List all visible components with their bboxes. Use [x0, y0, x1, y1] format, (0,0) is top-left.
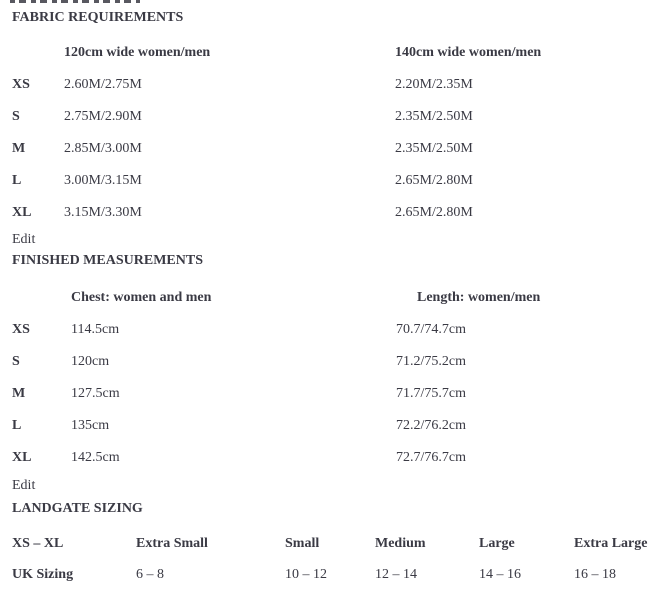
- table-row: [0, 205, 655, 221]
- fabric-140-value: 2.65M/2.80M: [395, 205, 473, 220]
- column-header-extra-small: Extra Small: [136, 536, 208, 551]
- column-header-extra-large: Extra Large: [574, 536, 648, 551]
- length-value: 72.2/76.2cm: [396, 418, 466, 433]
- section-heading-fabric-requirements: FABRIC REQUIREMENTS: [12, 10, 184, 25]
- length-value: 71.7/75.7cm: [396, 386, 466, 401]
- column-header-120cm: 120cm wide women/men: [64, 45, 211, 60]
- table-row: [0, 567, 655, 583]
- size-label: XS: [12, 322, 30, 337]
- chest-value: 114.5cm: [71, 322, 120, 337]
- table-header-row: [0, 536, 655, 552]
- uk-size-medium: 12 – 14: [375, 567, 417, 582]
- size-range-header: XS – XL: [12, 536, 64, 551]
- column-header-chest: Chest: women and men: [71, 290, 212, 305]
- fabric-120-value: 3.00M/3.15M: [64, 173, 142, 188]
- table-row: [0, 354, 655, 370]
- uk-sizing-label: UK Sizing: [12, 567, 74, 582]
- edit-finished-measurements-link[interactable]: Edit: [12, 478, 36, 493]
- cropped-text-remnant: [10, 0, 140, 3]
- length-value: 72.7/76.7cm: [396, 450, 466, 465]
- size-label: XS: [12, 77, 30, 92]
- uk-size-small: 10 – 12: [285, 567, 327, 582]
- uk-size-extra-small: 6 – 8: [136, 567, 164, 582]
- fabric-140-value: 2.35M/2.50M: [395, 141, 473, 156]
- table-row: [0, 450, 655, 466]
- size-label: XL: [12, 205, 32, 220]
- size-label: M: [12, 141, 26, 156]
- table-row: [0, 418, 655, 434]
- size-label: S: [12, 354, 20, 369]
- column-header-140cm: 140cm wide women/men: [395, 45, 542, 60]
- fabric-120-value: 3.15M/3.30M: [64, 205, 142, 220]
- length-value: 70.7/74.7cm: [396, 322, 466, 337]
- uk-size-extra-large: 16 – 18: [574, 567, 616, 582]
- chest-value: 127.5cm: [71, 386, 120, 401]
- fabric-140-value: 2.20M/2.35M: [395, 77, 473, 92]
- table-row: [0, 77, 655, 93]
- fabric-140-value: 2.65M/2.80M: [395, 173, 473, 188]
- fabric-120-value: 2.85M/3.00M: [64, 141, 142, 156]
- section-heading-finished-measurements: FINISHED MEASUREMENTS: [12, 253, 203, 268]
- table-row: [0, 109, 655, 125]
- table-row: [0, 173, 655, 189]
- table-header-row: [0, 290, 655, 306]
- size-label: L: [12, 173, 22, 188]
- fabric-140-value: 2.35M/2.50M: [395, 109, 473, 124]
- size-label: L: [12, 418, 22, 433]
- uk-size-large: 14 – 16: [479, 567, 521, 582]
- column-header-large: Large: [479, 536, 515, 551]
- fabric-120-value: 2.75M/2.90M: [64, 109, 142, 124]
- table-header-row: [0, 45, 655, 61]
- column-header-small: Small: [285, 536, 320, 551]
- chest-value: 135cm: [71, 418, 110, 433]
- column-header-length: Length: women/men: [417, 290, 541, 305]
- table-row: [0, 141, 655, 157]
- fabric-120-value: 2.60M/2.75M: [64, 77, 142, 92]
- size-label: S: [12, 109, 20, 124]
- chest-value: 142.5cm: [71, 450, 120, 465]
- table-row: [0, 386, 655, 402]
- section-heading-landgate-sizing: LANDGATE SIZING: [12, 501, 143, 516]
- edit-fabric-requirements-link[interactable]: Edit: [12, 232, 36, 247]
- chest-value: 120cm: [71, 354, 110, 369]
- size-label: XL: [12, 450, 32, 465]
- table-row: [0, 322, 655, 338]
- length-value: 71.2/75.2cm: [396, 354, 466, 369]
- size-label: M: [12, 386, 26, 401]
- column-header-medium: Medium: [375, 536, 426, 551]
